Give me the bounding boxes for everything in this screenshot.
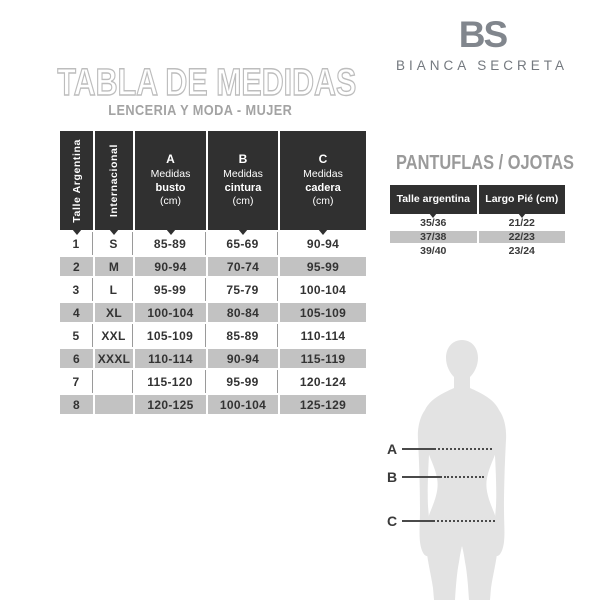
pantuflas-header-talle: Talle argentina (390, 185, 477, 214)
cell-busto: 120-125 (135, 393, 206, 416)
cell-cintura: 80-84 (208, 301, 278, 324)
measure-marker-c (387, 513, 495, 529)
cell-busto: 105-109 (135, 324, 206, 347)
header-word-medidas: Medidas (303, 167, 343, 180)
cell-busto: 95-99 (135, 278, 206, 301)
cell-internacional: XXL (95, 324, 133, 347)
cell-cintura: 70-74 (208, 255, 278, 278)
cell-largo-pie: 22/23 (479, 230, 566, 244)
pantuflas-title-text: PANTUFLAS / OJOTAS (396, 152, 574, 174)
cell-internacional: XXXL (95, 347, 133, 370)
header-internacional-label: Internacional (108, 143, 120, 218)
cell-talle-pantufla: 37/38 (390, 230, 477, 244)
table-row (60, 347, 366, 370)
cell-busto: 110-114 (135, 347, 206, 370)
cell-cadera: 125-129 (280, 393, 366, 416)
cell-talle-pantufla: 35/36 (420, 217, 447, 229)
pantuflas-title (396, 152, 576, 175)
header-word-medidas: Medidas (223, 167, 263, 180)
table-row (390, 244, 565, 258)
cell-busto: 85-89 (135, 232, 206, 255)
marker-a-dotted-line (438, 448, 492, 450)
header-part-cadera: cadera (305, 182, 341, 195)
table-row (60, 232, 366, 255)
header-letter-a: A (166, 151, 175, 166)
marker-a-label: A (387, 441, 398, 457)
header-part-cintura: cintura (224, 182, 262, 195)
pantuflas-header-row (390, 185, 565, 214)
table-row (60, 324, 366, 347)
cell-talle: 5 (60, 324, 93, 347)
header-letter-c: C (318, 151, 328, 166)
cell-internacional: XL (95, 301, 133, 324)
cell-talle: 1 (60, 232, 93, 255)
marker-a-solid-line (402, 448, 436, 450)
cell-talle: 8 (60, 393, 93, 416)
table-row (60, 301, 366, 324)
pantuflas-table (390, 185, 565, 258)
brand-name: BIANCA SECRETA (395, 58, 569, 73)
cell-internacional: S (95, 232, 133, 255)
cell-talle: 7 (60, 370, 93, 393)
header-part-busto: busto (155, 182, 186, 195)
cell-talle-pantufla: 39/40 (420, 245, 447, 257)
marker-b-solid-line (402, 476, 442, 478)
header-talle-argentina-label: Talle Argentina (70, 138, 83, 223)
header-medidas-busto (135, 131, 206, 230)
cell-talle: 3 (60, 278, 93, 301)
cell-largo-pie: 21/22 (508, 217, 535, 229)
cell-cintura: 65-69 (208, 232, 278, 255)
marker-b-dotted-line (444, 476, 484, 478)
header-unit-cm: (cm) (312, 195, 334, 208)
cell-talle: 2 (60, 255, 93, 278)
page-title-text: TABLA DE MEDIDAS (57, 62, 357, 104)
cell-cintura: 100-104 (208, 393, 278, 416)
page-subtitle (20, 102, 380, 120)
table-row (60, 370, 366, 393)
marker-c-label: C (387, 513, 398, 529)
header-talle-argentina (60, 131, 93, 230)
cell-cadera: 110-114 (300, 328, 346, 343)
cell-talle: 4 (60, 301, 93, 324)
header-letter-b: B (238, 151, 248, 166)
brand-logo: BS (458, 14, 507, 55)
cell-cadera: 100-104 (299, 282, 347, 297)
size-table (60, 131, 366, 416)
cell-cintura: 75-79 (208, 278, 278, 301)
cell-busto: 100-104 (135, 301, 206, 324)
page-subtitle-text: LENCERIA Y MODA - MUJER (107, 102, 293, 119)
cell-busto: 115-120 (135, 370, 206, 393)
cell-cadera: 115-119 (280, 347, 366, 370)
marker-c-solid-line (402, 520, 435, 522)
pantuflas-table-body (390, 216, 565, 258)
cell-internacional: L (95, 278, 133, 301)
header-medidas-cadera (280, 131, 366, 230)
cell-cadera: 105-109 (280, 301, 366, 324)
table-row (390, 216, 565, 230)
marker-c-dotted-line (437, 520, 495, 522)
cell-busto: 90-94 (135, 255, 206, 278)
table-row (60, 255, 366, 278)
cell-largo-pie: 23/24 (508, 245, 535, 257)
marker-b-label: B (387, 469, 398, 485)
header-unit-cm: (cm) (160, 195, 181, 208)
header-word-medidas: Medidas (150, 167, 191, 180)
cell-cadera: 120-124 (299, 374, 347, 389)
cell-cintura: 85-89 (208, 324, 278, 347)
header-unit-cm: (cm) (232, 195, 254, 208)
measure-marker-a (387, 441, 492, 457)
cell-internacional (95, 393, 133, 416)
page-title (20, 62, 380, 105)
cell-cadera: 90-94 (306, 236, 340, 251)
table-row (390, 230, 565, 244)
table-row (60, 393, 366, 416)
cell-internacional (95, 370, 133, 393)
size-table-body (60, 232, 366, 416)
cell-cintura: 90-94 (208, 347, 278, 370)
cell-cintura: 95-99 (208, 370, 278, 393)
header-internacional (95, 131, 133, 230)
size-table-header-row (60, 131, 366, 230)
cell-cadera: 95-99 (280, 255, 366, 278)
cell-internacional: M (95, 255, 133, 278)
pantuflas-header-largo: Largo Pié (cm) (479, 185, 566, 214)
table-row (60, 278, 366, 301)
measure-marker-b (387, 469, 484, 485)
header-medidas-cintura (208, 131, 278, 230)
female-body-silhouette (403, 336, 517, 600)
cell-talle: 6 (60, 347, 93, 370)
